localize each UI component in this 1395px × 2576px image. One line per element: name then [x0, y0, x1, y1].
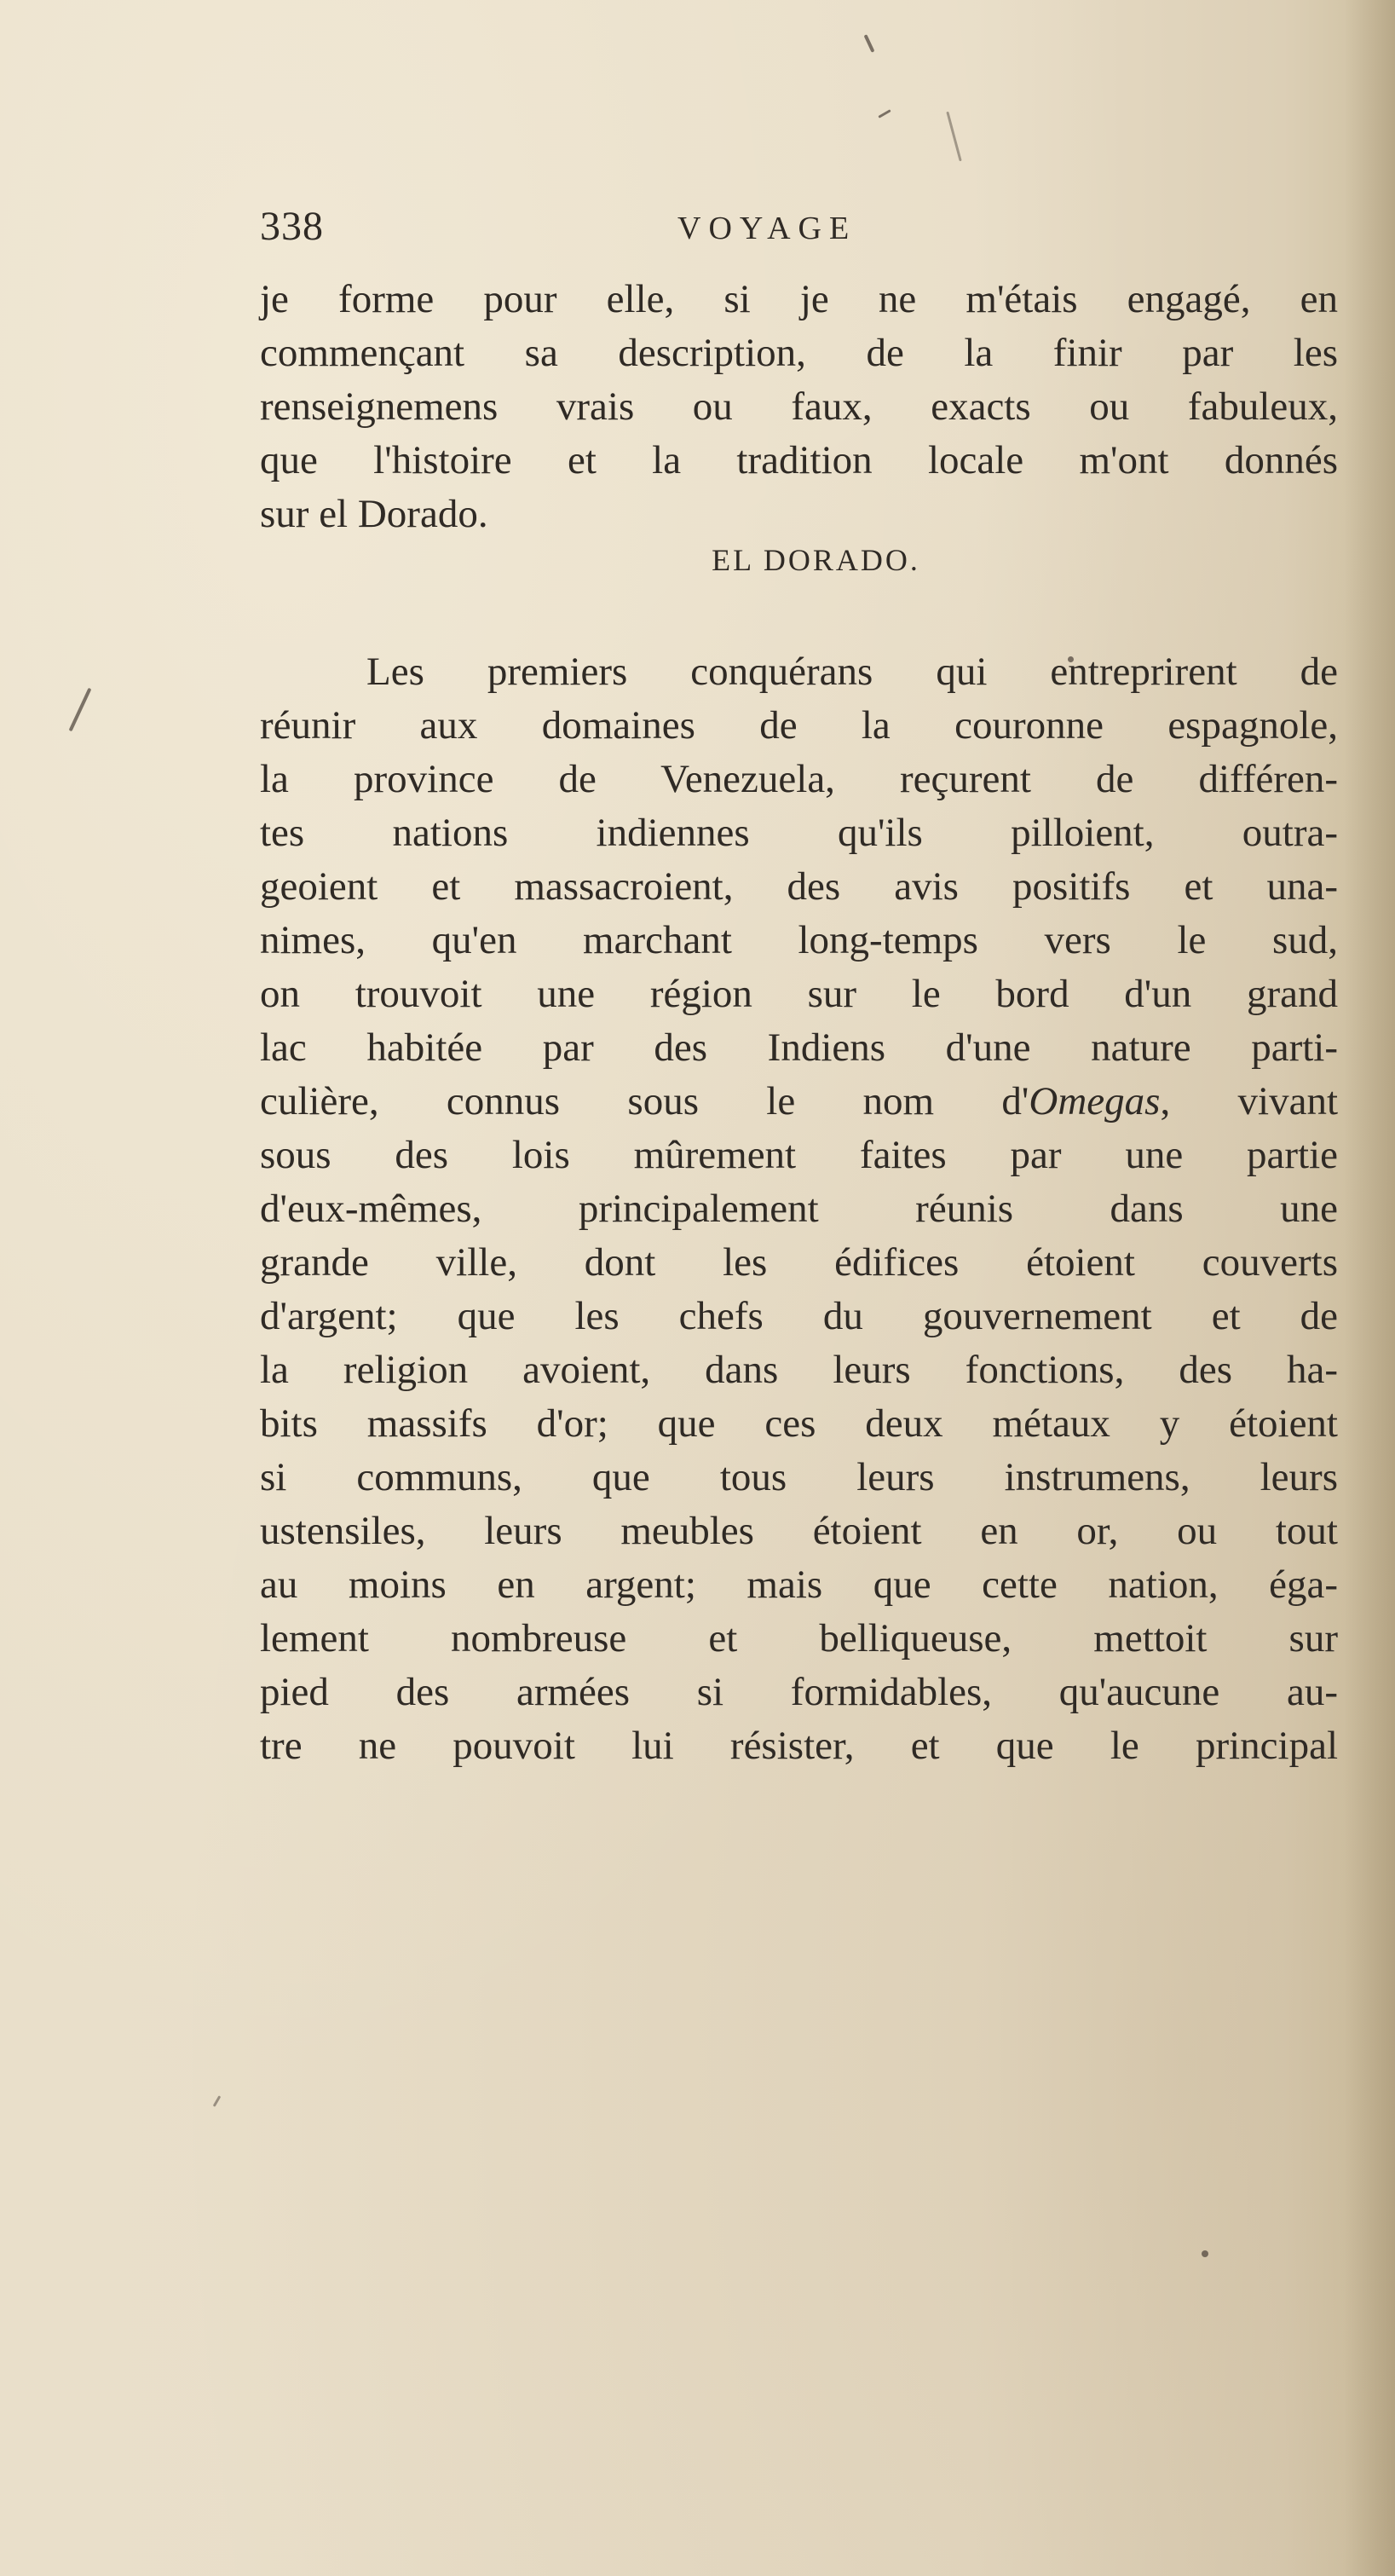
text-line: commençant sa description, de la finir par les	[260, 331, 1338, 375]
text-line: geoient et massacroient, des avis positifs et una-	[260, 864, 1338, 909]
running-head	[260, 203, 1112, 254]
text-segment: , vivant	[1160, 1079, 1339, 1123]
text-line: grande ville, dont les édifices étoient couverts	[260, 1240, 1338, 1285]
text-line: si communs, que tous leurs instrumens, leurs	[260, 1455, 1338, 1499]
ink-speck	[878, 109, 891, 118]
text-line: lac habitée par des Indiens d'une nature parti-	[260, 1025, 1338, 1070]
text-line: nimes, qu'en marchant long-temps vers le sud,	[260, 918, 1338, 962]
text-line: tre ne pouvoit lui résister, et que le principal	[260, 1724, 1338, 1768]
text-line: Les premiers conquérans qui entreprirent de	[366, 650, 1338, 694]
text-line: tes nations indiennes qu'ils pilloient, outra-	[260, 811, 1338, 855]
text-line: que l'histoire et la tradition locale m'ont donnés	[260, 438, 1338, 482]
text-line: je forme pour elle, si je ne m'étais engagé, en	[260, 277, 1338, 321]
ink-speck	[864, 34, 875, 53]
text-line: la religion avoient, dans leurs fonctions, des ha-	[260, 1348, 1338, 1392]
italic-word: Omegas	[1029, 1079, 1161, 1123]
text-line: bits massifs d'or; que ces deux métaux y étoient	[260, 1401, 1338, 1446]
text-line: lement nombreuse et belliqueuse, mettoit sur	[260, 1616, 1338, 1661]
text-line-omegas	[260, 1075, 1338, 1129]
page-edge-shadow	[1344, 0, 1395, 2576]
text-line: renseignemens vrais ou faux, exacts ou fabuleux,	[260, 384, 1338, 429]
running-title: VOYAGE	[677, 211, 857, 246]
ink-speck	[946, 112, 961, 162]
text-line: ustensiles, leurs meubles étoient en or, ou tout	[260, 1509, 1338, 1553]
text-line: la province de Venezuela, reçurent de différen-	[260, 757, 1338, 801]
ink-speck	[69, 688, 92, 732]
text-line: réunir aux domaines de la couronne espagnole,	[260, 703, 1338, 748]
section-heading: EL DORADO.	[712, 543, 920, 577]
text-line: on trouvoit une région sur le bord d'un grand	[260, 972, 1338, 1016]
body-text	[260, 273, 1338, 1773]
ink-speck	[1202, 2250, 1208, 2257]
ink-speck	[213, 2095, 222, 2107]
page-number: 338	[260, 204, 324, 249]
text-line: sous des lois mûrement faites par une partie	[260, 1133, 1338, 1177]
text-line: d'argent; que les chefs du gouvernement et de	[260, 1294, 1338, 1338]
text-line: pied des armées si formidables, qu'aucune au-	[260, 1670, 1338, 1714]
text-line: d'eux-mêmes, principalement réunis dans une	[260, 1187, 1338, 1231]
text-segment: culière, connus sous le nom d'	[260, 1079, 1029, 1123]
text-line: au moins en argent; mais que cette nation, éga-	[260, 1562, 1338, 1607]
text-line: sur el Dorado.	[260, 492, 488, 536]
